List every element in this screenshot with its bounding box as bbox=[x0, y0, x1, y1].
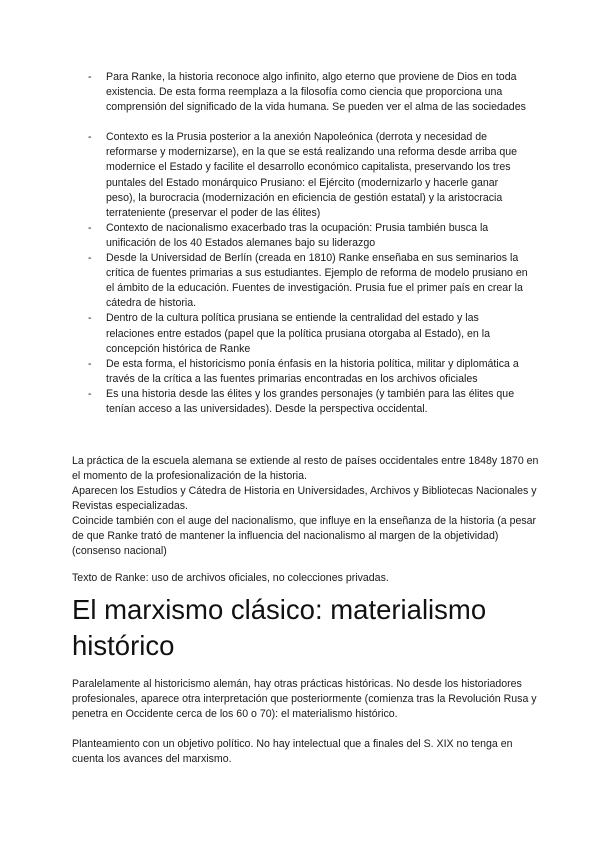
bullet-marker: - bbox=[88, 71, 92, 83]
bullet-text: De esta forma, el historicismo ponía énfasis en la historia política, militar y diplomática a través de la crítica a las fuentes primarias encontradas en los archivos oficiales bbox=[106, 357, 519, 385]
list-item bbox=[88, 357, 528, 387]
list-item bbox=[88, 130, 528, 221]
bullet-list bbox=[88, 70, 528, 417]
bullet-text: Desde la Universidad de Berlín (creada en 1810) Ranke enseñaba en sus seminarios la crítica de fuentes primarias a sus estudiantes. Ejemplo de reforma de modelo prusiano en el ámbito de la educación. Fuentes de investigación. Prusia fue el primer país en crear la cátedra de historia. bbox=[106, 252, 528, 310]
list-item bbox=[88, 70, 528, 115]
section-heading: El marxismo clásico: materialismo histórico bbox=[72, 594, 487, 661]
bullet-marker: - bbox=[88, 131, 92, 144]
bullet-marker: - bbox=[88, 312, 92, 325]
bullet-text: Dentro de la cultura política prusiana se entiende la centralidad del estado y las relaciones entre estados (papel que la política prusiana otorgaba al Estado), en la concepción histórica de Ranke bbox=[106, 312, 490, 355]
paragraph-institutions: Aparecen los Estudios y Cátedra de Historia en Universidades, Archivos y Bibliotecas Nacionales y Revistas especializadas. bbox=[72, 485, 537, 513]
bullet-text: Para Ranke, la historia reconoce algo infinito, algo eterno que proviene de Dios en toda existencia. De esta forma reemplaza a la filosofía como ciencia que proporciona una comprensión del significado de la vida humana. Se pueden ver el alma de las sociedades bbox=[106, 71, 526, 114]
paragraph-nationalism: Coincide también con el auge del nacionalismo, que influye en la enseñanza de la historia (a pesar de que Ranke trató de mantener la influencia del nacionalismo al margen de la objetividad) (consenso nacional) bbox=[72, 515, 537, 558]
bullet-marker: - bbox=[88, 357, 92, 370]
bullet-text: Contexto de nacionalismo exacerbado tras la ocupación: Prusia también busca la unificación de los 40 Estados alemanes bajo su liderazgo bbox=[106, 221, 489, 249]
list-item bbox=[88, 251, 528, 311]
paragraph-ranke-text: Texto de Ranke: uso de archivos oficiales, no colecciones privadas. bbox=[72, 572, 389, 584]
bullet-text: Es una historia desde las élites y los grandes personajes (y también para las élites que tenían acceso a las universidades). Desde la perspectiva occidental. bbox=[106, 387, 515, 415]
bullet-marker: - bbox=[88, 387, 92, 400]
bullet-marker: - bbox=[88, 252, 92, 265]
list-item bbox=[88, 221, 528, 251]
bullet-text: Contexto es la Prusia posterior a la anexión Napoleónica (derrota y necesidad de reformarse y modernizarse), en la que se está realizando una reforma desde arriba que modernice el Estado y facilite el desarrollo económico capitalista, preservando los tres puntales del Estado monárquico Prusiano: el Ejército (modernizarlo y hacerle ganar peso), la burocracia (modernización en eficiencia de gestión estatal) y la aristocracia terrateniente (preservar el poder de las élites) bbox=[106, 131, 518, 219]
paragraph-diffusion: La práctica de la escuela alemana se extiende al resto de países occidentales entre 1848y 1870 en el momento de la profesionalización de la historia. bbox=[72, 455, 539, 483]
paragraph-marxism-intro: Paralelamente al historicismo alemán, hay otras prácticas históricas. No desde los historiadores profesionales, aparece otra interpretación que posteriormente (comienza tras la Revolución Rusa y penetra en Occidente cerca de los 60 o 70): el materialismo histórico. bbox=[72, 678, 537, 721]
list-item bbox=[88, 311, 528, 356]
bullet-marker: - bbox=[88, 221, 92, 234]
paragraph-marxism-political: Planteamiento con un objetivo político. No hay intelectual que a finales del S. XIX no tenga en cuenta los avances del marxismo. bbox=[72, 738, 513, 766]
list-item bbox=[88, 387, 528, 417]
